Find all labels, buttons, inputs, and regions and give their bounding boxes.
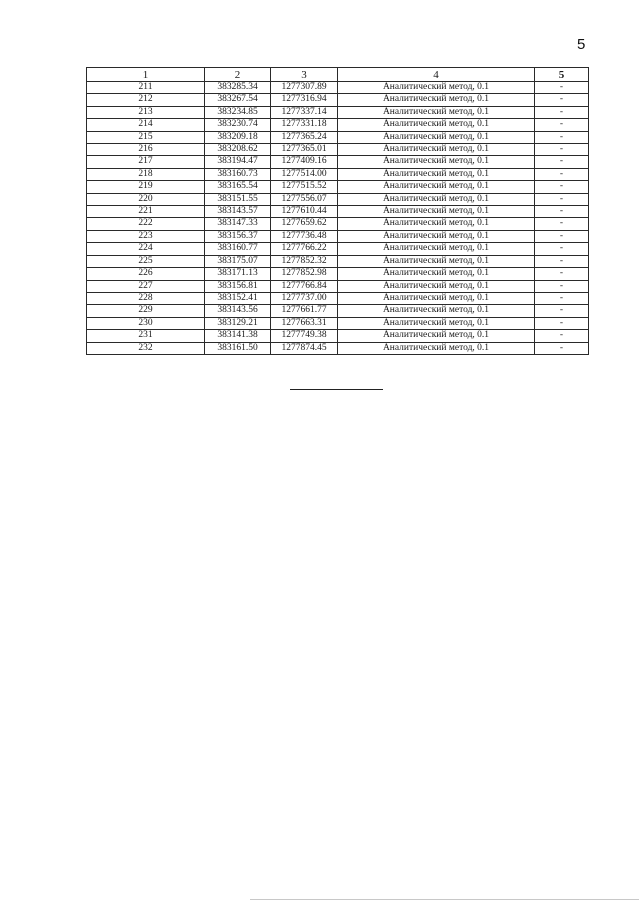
cell-note: -: [535, 243, 589, 255]
cell-coord-y: 1277663.31: [271, 317, 338, 329]
table-row: [87, 106, 589, 118]
cell-coord-y: 1277515.52: [271, 181, 338, 193]
cell-coord-y: 1277316.94: [271, 94, 338, 106]
cell-note: -: [535, 106, 589, 118]
cell-method: Аналитический метод, 0.1: [338, 255, 535, 267]
table-row: [87, 243, 589, 255]
cell-point-number: 221: [87, 206, 205, 218]
cell-point-number: 213: [87, 106, 205, 118]
cell-note: -: [535, 280, 589, 292]
cell-method: Аналитический метод, 0.1: [338, 305, 535, 317]
cell-coord-y: 1277659.62: [271, 218, 338, 230]
cell-coord-y: 1277736.48: [271, 230, 338, 242]
cell-note: -: [535, 144, 589, 156]
table-row: [87, 342, 589, 354]
cell-method: Аналитический метод, 0.1: [338, 193, 535, 205]
table-row: [87, 255, 589, 267]
cell-coord-y: 1277365.01: [271, 144, 338, 156]
cell-note: -: [535, 342, 589, 354]
cell-method: Аналитический метод, 0.1: [338, 156, 535, 168]
cell-coord-y: 1277852.98: [271, 268, 338, 280]
cell-point-number: 226: [87, 268, 205, 280]
cell-coord-x: 383171.13: [205, 268, 271, 280]
table-row: [87, 131, 589, 143]
cell-coord-y: 1277307.89: [271, 82, 338, 94]
cell-method: Аналитический метод, 0.1: [338, 230, 535, 242]
cell-coord-y: 1277874.45: [271, 342, 338, 354]
cell-note: -: [535, 193, 589, 205]
table-row: [87, 82, 589, 94]
cell-coord-x: 383160.77: [205, 243, 271, 255]
cell-coord-x: 383230.74: [205, 119, 271, 131]
cell-coord-y: 1277514.00: [271, 168, 338, 180]
cell-coord-x: 383156.37: [205, 230, 271, 242]
scan-edge-line: [250, 899, 639, 900]
cell-coord-x: 383285.34: [205, 82, 271, 94]
cell-method: Аналитический метод, 0.1: [338, 94, 535, 106]
cell-coord-x: 383147.33: [205, 218, 271, 230]
cell-point-number: 225: [87, 255, 205, 267]
cell-method: Аналитический метод, 0.1: [338, 144, 535, 156]
header-col-5: 5: [535, 68, 589, 82]
cell-point-number: 230: [87, 317, 205, 329]
cell-coord-x: 383267.54: [205, 94, 271, 106]
header-col-2: 2: [205, 68, 271, 82]
cell-point-number: 223: [87, 230, 205, 242]
cell-coord-x: 383129.21: [205, 317, 271, 329]
table-body: [87, 82, 589, 355]
cell-point-number: 218: [87, 168, 205, 180]
cell-coord-y: 1277365.24: [271, 131, 338, 143]
cell-method: Аналитический метод, 0.1: [338, 131, 535, 143]
cell-point-number: 215: [87, 131, 205, 143]
cell-point-number: 211: [87, 82, 205, 94]
cell-coord-x: 383234.85: [205, 106, 271, 118]
table-row: [87, 119, 589, 131]
table-header-row: [87, 68, 589, 82]
cell-point-number: 212: [87, 94, 205, 106]
table-row: [87, 94, 589, 106]
cell-coord-x: 383208.62: [205, 144, 271, 156]
cell-coord-x: 383152.41: [205, 292, 271, 304]
cell-coord-y: 1277852.32: [271, 255, 338, 267]
table-row: [87, 156, 589, 168]
cell-method: Аналитический метод, 0.1: [338, 243, 535, 255]
cell-point-number: 220: [87, 193, 205, 205]
cell-coord-x: 383143.57: [205, 206, 271, 218]
cell-method: Аналитический метод, 0.1: [338, 168, 535, 180]
cell-point-number: 232: [87, 342, 205, 354]
cell-point-number: 224: [87, 243, 205, 255]
cell-note: -: [535, 181, 589, 193]
cell-note: -: [535, 119, 589, 131]
table-row: [87, 193, 589, 205]
cell-method: Аналитический метод, 0.1: [338, 330, 535, 342]
cell-point-number: 228: [87, 292, 205, 304]
cell-method: Аналитический метод, 0.1: [338, 106, 535, 118]
cell-coord-x: 383209.18: [205, 131, 271, 143]
cell-note: -: [535, 94, 589, 106]
header-col-3: 3: [271, 68, 338, 82]
cell-coord-x: 383156.81: [205, 280, 271, 292]
table-row: [87, 317, 589, 329]
cell-coord-x: 383143.56: [205, 305, 271, 317]
cell-coord-x: 383141.38: [205, 330, 271, 342]
cell-note: -: [535, 218, 589, 230]
table-row: [87, 181, 589, 193]
cell-method: Аналитический метод, 0.1: [338, 317, 535, 329]
cell-method: Аналитический метод, 0.1: [338, 218, 535, 230]
table-row: [87, 330, 589, 342]
cell-method: Аналитический метод, 0.1: [338, 280, 535, 292]
cell-point-number: 214: [87, 119, 205, 131]
cell-coord-x: 383151.55: [205, 193, 271, 205]
cell-coord-y: 1277331.18: [271, 119, 338, 131]
coordinates-table: [86, 67, 589, 355]
cell-coord-x: 383165.54: [205, 181, 271, 193]
cell-method: Аналитический метод, 0.1: [338, 206, 535, 218]
cell-note: -: [535, 268, 589, 280]
cell-coord-x: 383161.50: [205, 342, 271, 354]
cell-note: -: [535, 168, 589, 180]
table-row: [87, 280, 589, 292]
cell-coord-y: 1277610.44: [271, 206, 338, 218]
table-row: [87, 292, 589, 304]
cell-method: Аналитический метод, 0.1: [338, 119, 535, 131]
cell-coord-y: 1277766.22: [271, 243, 338, 255]
table-row: [87, 206, 589, 218]
cell-point-number: 227: [87, 280, 205, 292]
table-row: [87, 218, 589, 230]
cell-coord-x: 383160.73: [205, 168, 271, 180]
separator-line: [290, 389, 383, 390]
cell-coord-y: 1277556.07: [271, 193, 338, 205]
cell-note: -: [535, 292, 589, 304]
cell-note: -: [535, 230, 589, 242]
cell-coord-y: 1277737.00: [271, 292, 338, 304]
page-number: 5: [577, 36, 586, 53]
cell-method: Аналитический метод, 0.1: [338, 268, 535, 280]
table-row: [87, 268, 589, 280]
cell-coord-x: 383175.07: [205, 255, 271, 267]
cell-coord-y: 1277409.16: [271, 156, 338, 168]
cell-coord-y: 1277749.38: [271, 330, 338, 342]
cell-note: -: [535, 317, 589, 329]
cell-point-number: 222: [87, 218, 205, 230]
cell-note: -: [535, 330, 589, 342]
cell-coord-x: 383194.47: [205, 156, 271, 168]
cell-note: -: [535, 305, 589, 317]
cell-point-number: 217: [87, 156, 205, 168]
cell-point-number: 216: [87, 144, 205, 156]
table-row: [87, 305, 589, 317]
header-col-1: 1: [87, 68, 205, 82]
table-row: [87, 144, 589, 156]
cell-method: Аналитический метод, 0.1: [338, 82, 535, 94]
cell-point-number: 231: [87, 330, 205, 342]
table-row: [87, 168, 589, 180]
cell-coord-y: 1277661.77: [271, 305, 338, 317]
cell-point-number: 229: [87, 305, 205, 317]
cell-coord-y: 1277766.84: [271, 280, 338, 292]
cell-method: Аналитический метод, 0.1: [338, 342, 535, 354]
cell-note: -: [535, 255, 589, 267]
cell-note: -: [535, 156, 589, 168]
cell-method: Аналитический метод, 0.1: [338, 181, 535, 193]
cell-point-number: 219: [87, 181, 205, 193]
cell-note: -: [535, 206, 589, 218]
cell-coord-y: 1277337.14: [271, 106, 338, 118]
cell-note: -: [535, 82, 589, 94]
cell-method: Аналитический метод, 0.1: [338, 292, 535, 304]
header-col-4: 4: [338, 68, 535, 82]
table-row: [87, 230, 589, 242]
cell-note: -: [535, 131, 589, 143]
